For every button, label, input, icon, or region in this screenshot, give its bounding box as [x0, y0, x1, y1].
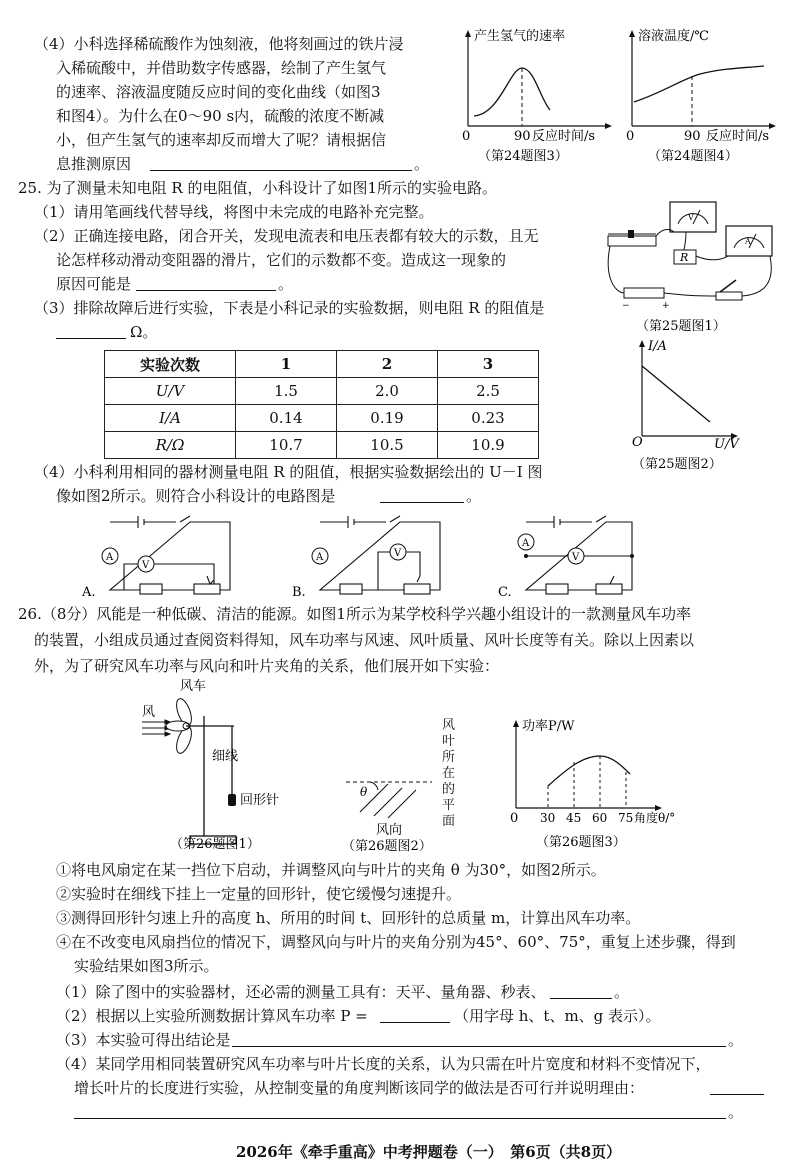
- q26-stem-line2: 的装置，小组成员通过查阅资料得知，风车功率与风速、风叶质量、风叶长度等有关。除以上因素以: [34, 631, 695, 649]
- q26-fig3-curve: [548, 756, 630, 786]
- table-cell: 0.14: [236, 405, 337, 432]
- table-cell: 10.7: [236, 432, 337, 459]
- q26-step-1: ①将电风扇定在某一挡位下启动，并调整风向与叶片的夹角 θ 为30°，如图2所示。: [56, 861, 606, 879]
- q26-fig1-clips: [228, 794, 236, 806]
- q26-q3-period: 。: [728, 1031, 744, 1049]
- q25-part3-blank[interactable]: [56, 338, 126, 339]
- q24-line-6: 息推测原因: [56, 155, 132, 173]
- q25-option-a-label: A.: [82, 585, 96, 598]
- q25-fig1-resistor: [674, 250, 696, 264]
- q25-option-a-circuit: [80, 512, 250, 598]
- q24-fig3-origin: 0: [462, 129, 471, 144]
- q24-fig3-caption: （第24题图3）: [478, 149, 568, 164]
- svg-text:A: A: [106, 552, 114, 563]
- table-header-cell: 实验次数: [105, 351, 236, 378]
- q26-fig3-tick: 30: [540, 811, 556, 825]
- q26-fig3-tick: 60: [592, 811, 608, 825]
- table-cell: R/Ω: [105, 432, 236, 459]
- q25-part4-period: 。: [466, 487, 482, 505]
- q26-fig1-clip-label: 回形针: [240, 793, 280, 808]
- q26-q1-period: 。: [614, 983, 630, 1001]
- q25-option-b-circuit: [290, 512, 460, 598]
- q24-fig4-curve: [634, 66, 764, 102]
- q26-fig3-tick: 75: [618, 811, 634, 825]
- svg-text:A: A: [522, 538, 530, 549]
- q25-fig2-ylabel: I/A: [648, 339, 667, 354]
- table-header-cell: 2: [337, 351, 438, 378]
- svg-text:A: A: [316, 552, 324, 563]
- table-cell: 0.23: [438, 405, 539, 432]
- q24-fig4-graph: [624, 28, 784, 168]
- q26-fig2-plane-label: 风叶所在的平面: [442, 718, 456, 829]
- q25-fig1-battery: [622, 288, 670, 311]
- q24-fig3-ylabel: 产生氢气的速率: [474, 29, 566, 44]
- q26-step-4-cont: 实验结果如图3所示。: [74, 957, 219, 975]
- q26-question-2a: （2）根据以上实验所测数据计算风车功率 P =: [56, 1007, 368, 1025]
- q25-part4-blank[interactable]: [380, 502, 464, 503]
- q26-fig3-xlabel: 角度θ/°: [634, 811, 676, 825]
- q26-stem-line3: 外，为了研究风车功率与风向和叶片夹角的关系，他们展开如下实验：: [34, 657, 500, 675]
- table-row: [105, 378, 539, 405]
- q25-part1: （1）请用笔画线代替导线，将图中未完成的电路补充完整。: [34, 203, 434, 221]
- q26-fig2-caption: （第26题图2）: [342, 839, 432, 852]
- q24-fig3-tick: 90: [514, 129, 531, 144]
- q25-part2-line3: 原因可能是: [56, 275, 132, 293]
- table-cell: 0.19: [337, 405, 438, 432]
- q26-fig3-graph: [500, 716, 700, 852]
- q25-option-c-label: C.: [498, 585, 512, 598]
- q24-period: 。: [414, 155, 430, 173]
- table-header-cell: 1: [236, 351, 337, 378]
- table-header-row: [105, 351, 539, 378]
- q26-step-2: ②实验时在细线下挂上一定量的回形针，使它缓慢匀速提升。: [56, 885, 462, 903]
- q26-fig1-thread-label: 细线: [212, 749, 239, 764]
- q26-fig1-windmill-label: 风车: [180, 679, 207, 694]
- q25-fig2-axes: [639, 340, 738, 439]
- table-cell: 1.5: [236, 378, 337, 405]
- q26-fig1-stand: [186, 716, 239, 844]
- q26-fig3-dashes: [548, 756, 626, 808]
- q25-fig2-graph: [628, 336, 778, 476]
- q25-fig1-caption: （第25题图1）: [636, 319, 726, 334]
- q24-fig4-ylabel: 溶液温度/℃: [638, 29, 709, 44]
- q24-line-2: 入稀硫酸中，并借助数字传感器，绘制了产生氢气: [56, 59, 387, 77]
- table-cell: 2.5: [438, 378, 539, 405]
- q26-q4-blank-2[interactable]: [74, 1118, 726, 1119]
- q24-fig3-xlabel: 反应时间/s: [532, 129, 596, 144]
- q26-fig2-theta: θ: [360, 785, 368, 799]
- q26-fig1-wind-arrows: [142, 720, 170, 736]
- q25-fig1-switch: [716, 280, 742, 300]
- q26-q1-blank[interactable]: [550, 998, 612, 999]
- q24-line-3: 的速率、溶液温度随反应时间的变化曲线（如图3: [56, 83, 381, 101]
- q24-fig4-origin: 0: [626, 129, 635, 144]
- q26-fig3-ylabel: 功率P/W: [522, 719, 575, 734]
- table-cell: I/A: [105, 405, 236, 432]
- q26-q4-blank-1[interactable]: [710, 1094, 764, 1095]
- q26-stem-line1: 26.（8分）风能是一种低碳、清洁的能源。如图1所示为某学校科学兴趣小组设计的一款测量风车功率: [18, 605, 691, 623]
- svg-text:+: +: [662, 301, 670, 311]
- q26-question-4b: 增长叶片的长度进行实验，从控制变量的角度判断该同学的做法是否可行并说明理由：: [74, 1079, 645, 1097]
- q25-fig1-voltmeter: [670, 202, 716, 232]
- q25-fig2-xlabel: U/V: [714, 437, 739, 452]
- q25-part3-unit: Ω。: [130, 323, 158, 341]
- table-cell: 10.9: [438, 432, 539, 459]
- svg-text:A: A: [745, 237, 751, 246]
- q25-fig1-apparatus: [600, 196, 784, 338]
- q26-question-3: （3）本实验可得出结论是: [56, 1031, 231, 1049]
- q25-part2-period: 。: [278, 275, 294, 293]
- q26-question-2b: （用字母 h、t、m、g 表示）。: [454, 1007, 661, 1025]
- q24-fig4-tick: 90: [684, 129, 701, 144]
- q26-q2-blank[interactable]: [380, 1022, 450, 1023]
- q25-part2-blank[interactable]: [136, 290, 276, 291]
- page-footer: 2026年《牵手重高》中考押题卷（一） 第6页（共8页）: [236, 1143, 622, 1161]
- q25-part4-line1: （4）小科利用相同的器材测量电阻 R 的阻值，根据实验数据绘出的 U－I 图: [34, 463, 543, 481]
- q25-part2-line1: （2）正确连接电路，闭合开关，发现电流表和电压表都有较大的示数，且无: [34, 227, 539, 245]
- q25-fig1-r-label: R: [680, 251, 689, 264]
- q25-part3-line1: （3）排除故障后进行实验，下表是小科记录的实验数据，则电阻 R 的阻值是: [34, 299, 545, 317]
- q25-fig2-origin: O: [632, 435, 643, 450]
- table-cell: 10.5: [337, 432, 438, 459]
- svg-text:V: V: [688, 213, 694, 222]
- q25-stem: 25. 为了测量未知电阻 R 的电阻值，小科设计了如图1所示的实验电路。: [18, 179, 497, 197]
- q26-question-4a: （4）某同学用相同装置研究风车功率与叶片长度的关系，认为只需在叶片宽度和材料不变情况下，: [56, 1055, 711, 1073]
- q26-fig2-wind-arrows: [360, 784, 416, 818]
- q26-step-3: ③测得回形针匀速上升的高度 h、所用的时间 t、回形针的总质量 m，计算出风车功率。: [56, 909, 641, 927]
- q24-fig3-graph: [460, 28, 620, 168]
- q26-fig3-origin: 0: [510, 811, 519, 826]
- q24-line-4: 和图4）。为什么在0～90 s内，硫酸的浓度不断减: [56, 107, 385, 125]
- q24-fig4-caption: （第24题图4）: [648, 149, 738, 164]
- q26-fig1-wind-label: 风: [142, 705, 156, 720]
- q25-part4-line2: 像如图2所示。则符合小科设计的电路图是: [56, 487, 336, 505]
- q24-answer-blank[interactable]: [150, 170, 412, 171]
- q25-fig2-caption: （第25题图2）: [632, 457, 722, 472]
- svg-text:−: −: [622, 301, 630, 311]
- q24-fig4-axes: [629, 30, 776, 129]
- q26-fig3-caption: （第26题图3）: [536, 835, 626, 850]
- table-row: [105, 405, 539, 432]
- q26-fig2-wind-label: 风向: [376, 823, 403, 838]
- q24-line-5: 小，但产生氢气的速率却反而增大了呢？请根据信: [56, 131, 387, 149]
- table-header-cell: 3: [438, 351, 539, 378]
- q25-option-b-label: B.: [292, 585, 306, 598]
- table-row: [105, 432, 539, 459]
- q25-fig1-rheostat: [608, 230, 656, 246]
- q24-fig3-axes: [465, 30, 612, 129]
- q26-step-4: ④在不改变电风扇挡位的情况下，调整风向与叶片的夹角分别为45°、60°、75°，重复上述步骤，得到: [56, 933, 736, 951]
- q26-question-1: （1）除了图中的实验器材，还必需的测量工具有：天平、量角器、秒表、: [56, 983, 546, 1001]
- table-cell: U/V: [105, 378, 236, 405]
- q26-q4-period: 。: [728, 1103, 744, 1121]
- q25-fig1-ammeter: [726, 226, 772, 256]
- q26-fig1-apparatus: [120, 676, 300, 852]
- q25-part2-line2: 论怎样移动滑动变阻器的滑片，它们的示数都不变。造成这一现象的: [56, 251, 507, 269]
- svg-text:V: V: [142, 560, 150, 571]
- q24-line-1: （4）小科选择稀硫酸作为蚀刻液，他将刻画过的铁片浸: [34, 35, 404, 53]
- q25-fig2-line: [642, 366, 710, 422]
- q26-fig1-caption: （第26题图1）: [170, 837, 260, 852]
- q24-fig4-xlabel: 反应时间/s: [706, 129, 770, 144]
- q25-data-table: [104, 350, 539, 459]
- svg-text:V: V: [572, 552, 580, 563]
- svg-text:V: V: [394, 548, 402, 559]
- q25-option-c-circuit: [496, 512, 666, 598]
- q26-q3-blank[interactable]: [232, 1046, 726, 1047]
- table-cell: 2.0: [337, 378, 438, 405]
- q24-fig3-curve: [474, 68, 550, 116]
- q26-fig3-tick: 45: [566, 811, 582, 825]
